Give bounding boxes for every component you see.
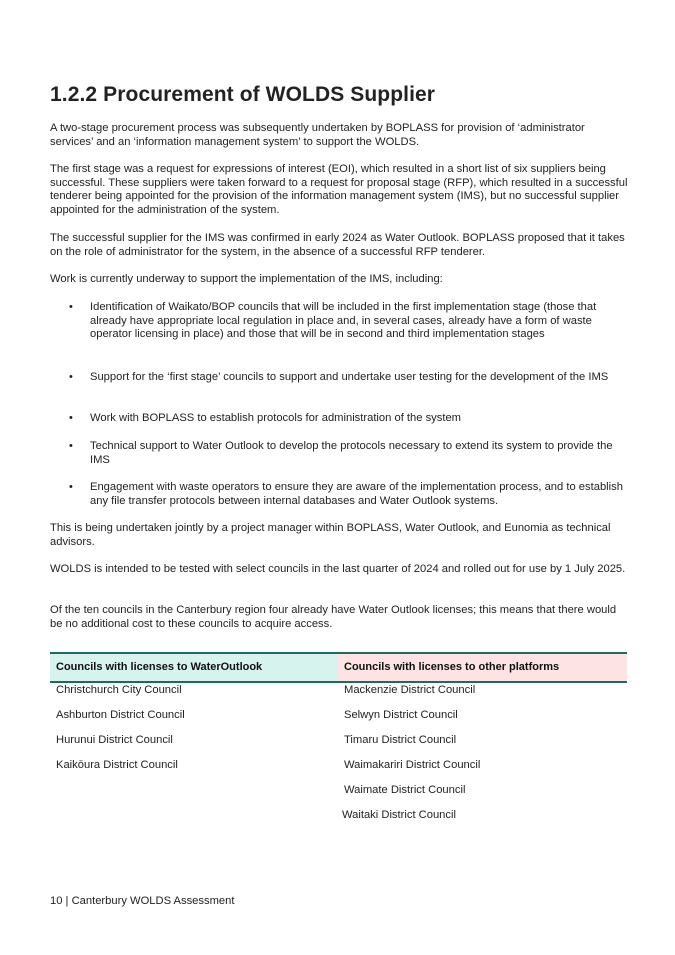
list-item [69, 412, 630, 426]
paragraph-3: The successful supplier for the IMS was confirmed in early 2024 as Water Outlook. BOPLASS proposed that it takes on the role of administrator for the system, in the absence of a successful RFP tenderer. [50, 232, 625, 258]
list-item-text: Engagement with waste operators to ensure they are aware of the implementation process, and to establish any file transfer protocols between internal databases and Water Outlook systems. [90, 481, 623, 507]
bullet-icon: • [69, 412, 73, 424]
table-cell: Mackenzie District Council [344, 684, 476, 696]
paragraph-4: Work is currently underway to support the implementation of the IMS, including: [50, 273, 443, 285]
table-cell: Timaru District Council [344, 734, 457, 746]
list-item-text: Support for the ‘first stage’ councils to support and undertake user testing for the development of the IMS [90, 371, 609, 383]
paragraph-5: This is being undertaken jointly by a project manager within BOPLASS, Water Outlook, and Eunomia as technical advisors. [50, 522, 611, 548]
list-item [69, 301, 630, 342]
section-heading: 1.2.2 Procurement of WOLDS Supplier [50, 83, 436, 106]
paragraph-7: Of the ten councils in the Canterbury region four already have Water Outlook licenses; this means that there would be no additional cost to these councils to acquire access. [50, 604, 617, 630]
table-cell: Kaikōura District Council [56, 759, 178, 771]
paragraph-1: A two-stage procurement process was subsequently undertaken by BOPLASS for provision of ‘administrator services’ and an ‘information management system’ to support the WOLDS. [50, 122, 585, 148]
table-cell: Hurunui District Council [56, 734, 173, 746]
bullet-icon: • [69, 301, 73, 313]
bullet-icon: • [69, 440, 73, 452]
list-item [69, 440, 630, 467]
paragraph-2: The first stage was a request for expressions of interest (EOI), which resulted in a short list of six suppliers being successful. These suppliers were taken forward to a request for proposal stage (RFP), which resulted in a successful tenderer being appointed for the provision of the information management system (IMS), but no successful supplier appointed for the administration of the system. [50, 163, 628, 217]
table-cell: Waimate District Council [344, 784, 466, 796]
header-cell-wateroutlook: Councils with licenses to WaterOutlook [50, 654, 338, 681]
bullet-icon: • [69, 371, 73, 383]
list-item-text: Identification of Waikato/BOP councils that will be included in the first implementation stage (those that already have appropriate local regulation in place and, in several cases, already have a form of waste operator licensing in place) and those that will be in second and third implementation stages [90, 301, 597, 341]
list-item-text: Work with BOPLASS to establish protocols for administration of the system [90, 412, 462, 424]
list-item [69, 481, 630, 508]
paragraph-6: WOLDS is intended to be tested with select councils in the last quarter of 2024 and rolled out for use by 1 July 2025. [50, 563, 626, 575]
table-cell: Ashburton District Council [56, 709, 185, 721]
table-header [50, 652, 627, 683]
list-item-text: Technical support to Water Outlook to develop the protocols necessary to extend its system to provide the IMS [90, 440, 613, 466]
page-footer: 10 | Canterbury WOLDS Assessment [50, 895, 235, 907]
table-cell: Waimakariri District Council [344, 759, 481, 771]
header-cell-other-platforms: Councils with licenses to other platforms [338, 654, 627, 681]
table-cell: Christchurch City Council [56, 684, 182, 696]
bullet-icon: • [69, 481, 73, 493]
table-cell: Selwyn District Council [344, 709, 458, 721]
list-item [69, 371, 630, 385]
table-cell: Waitaki District Council [342, 809, 456, 821]
